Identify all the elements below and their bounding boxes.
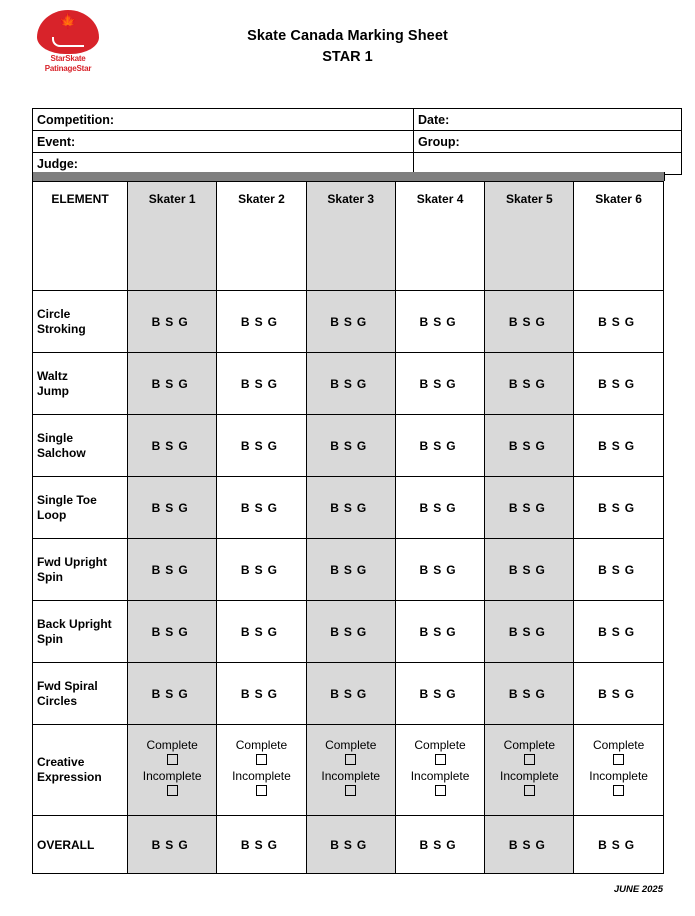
mark-cell-s2-fwd-upright-spin[interactable] xyxy=(217,539,306,601)
mark-cell-s6-waltz-jump[interactable] xyxy=(574,353,663,415)
element-label-line2: Jump xyxy=(37,383,70,398)
creative-cell-s2[interactable] xyxy=(217,725,306,816)
mark-b[interactable]: B xyxy=(508,500,523,515)
option-incomplete-label: Incomplete xyxy=(499,769,559,783)
mark-g[interactable]: G xyxy=(356,314,372,329)
table-row xyxy=(33,415,664,477)
option-complete-label: Complete xyxy=(414,738,466,752)
maple-leaf-icon: 🍁 xyxy=(58,13,78,30)
table-row xyxy=(33,353,664,415)
mark-s[interactable]: S xyxy=(343,686,357,701)
mark-b[interactable]: B xyxy=(330,562,344,577)
mark-b[interactable]: B xyxy=(151,624,166,639)
mark-g[interactable]: G xyxy=(535,624,550,639)
mark-cell-s4-fwd-spiral-circles[interactable] xyxy=(395,663,484,725)
mark-g[interactable]: G xyxy=(178,624,193,639)
mark-cell-s4-overall[interactable] xyxy=(395,816,484,874)
mark-b[interactable]: B xyxy=(598,624,612,639)
mark-s[interactable]: S xyxy=(611,500,625,515)
mark-s[interactable]: S xyxy=(433,438,447,453)
mark-cell-s3-overall[interactable] xyxy=(306,816,395,874)
mark-cell-s2-back-upright-spin[interactable] xyxy=(217,601,306,663)
mark-cell-s5-overall[interactable] xyxy=(485,816,574,874)
mark-cell-s5-back-upright-spin[interactable] xyxy=(485,601,574,663)
mark-s[interactable]: S xyxy=(522,438,536,453)
mark-cell-s2-single-salchow[interactable] xyxy=(217,415,306,477)
checkbox-complete[interactable] xyxy=(435,754,446,765)
page-subtitle: STAR 1 xyxy=(322,49,373,65)
mark-s[interactable]: S xyxy=(343,500,357,515)
mark-cell-s4-single-salchow[interactable] xyxy=(395,415,484,477)
mark-g[interactable]: G xyxy=(624,314,640,329)
option-complete-label: Complete xyxy=(325,738,377,752)
mark-g[interactable]: G xyxy=(267,624,282,639)
mark-g[interactable]: G xyxy=(267,314,282,329)
option-incomplete-label: Incomplete xyxy=(321,769,381,783)
element-label-line1: Single xyxy=(37,430,74,445)
mark-g[interactable]: G xyxy=(356,376,372,391)
mark-s[interactable]: S xyxy=(433,314,447,329)
element-label-line2: Circles xyxy=(37,693,78,708)
mark-s[interactable]: S xyxy=(343,438,357,453)
footer-date: JUNE 2025 xyxy=(613,884,663,895)
option-incomplete-label: Incomplete xyxy=(232,769,291,783)
mark-s[interactable]: S xyxy=(433,686,447,701)
judge-field[interactable]: Judge: xyxy=(33,153,414,175)
table-row xyxy=(33,291,664,353)
mark-s[interactable]: S xyxy=(522,837,536,852)
mark-cell-s1-fwd-upright-spin[interactable] xyxy=(128,539,217,601)
mark-b[interactable]: B xyxy=(419,837,434,852)
creative-cell-s5[interactable] xyxy=(485,725,574,816)
grid-header-row xyxy=(33,182,664,291)
element-label-line1: Waltz xyxy=(37,368,68,383)
mark-b[interactable]: B xyxy=(598,686,612,701)
date-field[interactable]: Date: xyxy=(414,109,682,131)
mark-b[interactable]: B xyxy=(151,314,166,329)
mark-s[interactable]: S xyxy=(611,314,625,329)
mark-b[interactable]: B xyxy=(508,686,523,701)
creative-cell-s1[interactable] xyxy=(128,725,217,816)
mark-cell-s1-waltz-jump[interactable] xyxy=(128,353,217,415)
checkbox-complete[interactable] xyxy=(256,754,267,765)
checkbox-incomplete[interactable] xyxy=(435,785,446,796)
element-label-line2: Stroking xyxy=(37,321,86,336)
mark-cell-s5-circle-stroking[interactable] xyxy=(485,291,574,353)
mark-b[interactable]: B xyxy=(240,837,255,852)
element-label-line2: Spin xyxy=(37,569,63,584)
mark-b[interactable]: B xyxy=(330,837,344,852)
mark-b[interactable]: B xyxy=(240,562,255,577)
element-label-line1: Back Upright xyxy=(37,616,112,631)
mark-s[interactable]: S xyxy=(522,562,536,577)
mark-b[interactable]: B xyxy=(330,438,344,453)
mark-b[interactable]: B xyxy=(419,686,434,701)
header-element: ELEMENT xyxy=(33,182,128,291)
option-incomplete-label: Incomplete xyxy=(142,769,202,783)
mark-cell-s3-circle-stroking[interactable] xyxy=(306,291,395,353)
mark-cell-s1-overall[interactable] xyxy=(128,816,217,874)
mark-s[interactable]: S xyxy=(611,562,625,577)
mark-g[interactable]: G xyxy=(624,624,640,639)
page-title: Skate Canada Marking Sheet xyxy=(247,28,448,44)
mark-b[interactable]: B xyxy=(151,376,166,391)
mark-b[interactable]: B xyxy=(330,624,344,639)
mark-g[interactable]: G xyxy=(624,376,640,391)
mark-g[interactable]: G xyxy=(178,314,193,329)
mark-b[interactable]: B xyxy=(508,438,523,453)
logo-text-patinagestar: PatinageStar xyxy=(44,64,92,73)
mark-b[interactable]: B xyxy=(151,686,166,701)
checkbox-incomplete[interactable] xyxy=(256,785,267,796)
mark-g[interactable]: G xyxy=(178,500,193,515)
mark-b[interactable]: B xyxy=(598,314,612,329)
mark-b[interactable]: B xyxy=(330,686,344,701)
mark-cell-s1-back-upright-spin[interactable] xyxy=(128,601,217,663)
mark-g[interactable]: G xyxy=(446,376,461,391)
mark-b[interactable]: B xyxy=(598,376,612,391)
mark-s[interactable]: S xyxy=(165,624,179,639)
mark-g[interactable]: G xyxy=(267,837,282,852)
mark-s[interactable]: S xyxy=(254,562,268,577)
mark-s[interactable]: S xyxy=(343,376,357,391)
mark-cell-s3-fwd-upright-spin[interactable] xyxy=(306,539,395,601)
mark-b[interactable]: B xyxy=(419,376,434,391)
mark-b[interactable]: B xyxy=(240,376,255,391)
mark-cell-s1-circle-stroking[interactable] xyxy=(128,291,217,353)
title-block xyxy=(0,28,695,65)
mark-b[interactable]: B xyxy=(508,562,523,577)
mark-s[interactable]: S xyxy=(343,837,357,852)
mark-g[interactable]: G xyxy=(356,500,372,515)
mark-g[interactable]: G xyxy=(267,500,282,515)
mark-g[interactable]: G xyxy=(624,438,640,453)
mark-b[interactable]: B xyxy=(330,376,344,391)
checkbox-complete[interactable] xyxy=(167,754,178,765)
creative-cell-s3[interactable] xyxy=(306,725,395,816)
mark-cell-s3-fwd-spiral-circles[interactable] xyxy=(306,663,395,725)
header-skater-2: Skater 2 xyxy=(217,182,306,291)
mark-b[interactable]: B xyxy=(508,624,523,639)
mark-g[interactable]: G xyxy=(267,562,282,577)
checkbox-incomplete[interactable] xyxy=(613,785,624,796)
mark-s[interactable]: S xyxy=(522,624,536,639)
mark-g[interactable]: G xyxy=(535,562,550,577)
table-row xyxy=(33,601,664,663)
mark-cell-s6-fwd-spiral-circles[interactable] xyxy=(574,663,663,725)
element-label-line1: Circle xyxy=(37,306,71,321)
mark-cell-s4-fwd-upright-spin[interactable] xyxy=(395,539,484,601)
mark-cell-s4-waltz-jump[interactable] xyxy=(395,353,484,415)
mark-g[interactable]: G xyxy=(356,624,372,639)
mark-s[interactable]: S xyxy=(433,376,447,391)
mark-cell-s5-single-toe-loop[interactable] xyxy=(485,477,574,539)
creative-cell-s6[interactable] xyxy=(574,725,663,816)
mark-g[interactable]: G xyxy=(535,837,550,852)
mark-g[interactable]: G xyxy=(535,376,550,391)
mark-g[interactable]: G xyxy=(624,500,640,515)
mark-b[interactable]: B xyxy=(240,624,255,639)
mark-g[interactable]: G xyxy=(446,686,461,701)
mark-b[interactable]: B xyxy=(151,837,166,852)
mark-b[interactable]: B xyxy=(598,500,612,515)
element-label-line2: Spin xyxy=(37,631,63,646)
mark-cell-s2-circle-stroking[interactable] xyxy=(217,291,306,353)
element-label-single-salchow xyxy=(33,415,128,477)
mark-s[interactable]: S xyxy=(254,438,268,453)
mark-s[interactable]: S xyxy=(433,624,447,639)
mark-cell-s3-waltz-jump[interactable] xyxy=(306,353,395,415)
header-skater-1: Skater 1 xyxy=(128,182,217,291)
mark-g[interactable]: G xyxy=(178,376,193,391)
mark-g[interactable]: G xyxy=(624,562,640,577)
mark-b[interactable]: B xyxy=(240,686,255,701)
mark-g[interactable]: G xyxy=(267,686,282,701)
page-header xyxy=(0,0,695,98)
mark-g[interactable]: G xyxy=(178,686,193,701)
mark-cell-s6-overall[interactable] xyxy=(574,816,663,874)
mark-s[interactable]: S xyxy=(522,314,536,329)
mark-s[interactable]: S xyxy=(343,562,357,577)
mark-b[interactable]: B xyxy=(151,562,166,577)
mark-g[interactable]: G xyxy=(267,438,282,453)
mark-cell-s1-single-toe-loop[interactable] xyxy=(128,477,217,539)
group-field[interactable]: Group: xyxy=(414,131,682,153)
element-label-circle-stroking xyxy=(33,291,128,353)
mark-g[interactable]: G xyxy=(535,500,550,515)
mark-b[interactable]: B xyxy=(419,562,434,577)
mark-s[interactable]: S xyxy=(165,438,179,453)
element-label-fwd-upright-spin xyxy=(33,539,128,601)
mark-cell-s4-single-toe-loop[interactable] xyxy=(395,477,484,539)
mark-b[interactable]: B xyxy=(330,500,344,515)
mark-g[interactable]: G xyxy=(446,624,461,639)
element-label-line2: Expression xyxy=(37,770,102,784)
mark-s[interactable]: S xyxy=(165,376,179,391)
mark-g[interactable]: G xyxy=(535,314,550,329)
mark-b[interactable]: B xyxy=(419,624,434,639)
overall-label: OVERALL xyxy=(33,816,128,874)
mark-cell-s6-circle-stroking[interactable] xyxy=(574,291,663,353)
table-row-overall xyxy=(33,816,664,874)
mark-g[interactable]: G xyxy=(356,438,372,453)
mark-cell-s1-single-salchow[interactable] xyxy=(128,415,217,477)
element-label-line1: Fwd Spiral xyxy=(37,678,98,693)
info-row-event xyxy=(33,131,682,153)
mark-b[interactable]: B xyxy=(419,500,434,515)
mark-g[interactable]: G xyxy=(446,837,461,852)
mark-s[interactable]: S xyxy=(433,562,447,577)
mark-b[interactable]: B xyxy=(508,837,523,852)
creative-cell-s4[interactable] xyxy=(395,725,484,816)
mark-cell-s3-single-salchow[interactable] xyxy=(306,415,395,477)
mark-b[interactable]: B xyxy=(151,500,166,515)
mark-g[interactable]: G xyxy=(178,562,193,577)
header-skater-3: Skater 3 xyxy=(306,182,395,291)
element-label-line2: Salchow xyxy=(37,445,86,460)
mark-s[interactable]: S xyxy=(254,624,268,639)
mark-s[interactable]: S xyxy=(165,837,179,852)
mark-cell-s4-circle-stroking[interactable] xyxy=(395,291,484,353)
mark-s[interactable]: S xyxy=(611,438,625,453)
mark-g[interactable]: G xyxy=(178,837,193,852)
table-row xyxy=(33,663,664,725)
mark-s[interactable]: S xyxy=(343,314,357,329)
mark-cell-s6-single-salchow[interactable] xyxy=(574,415,663,477)
competition-info-table xyxy=(32,108,682,175)
event-field[interactable]: Event: xyxy=(33,131,414,153)
mark-b[interactable]: B xyxy=(598,562,612,577)
mark-g[interactable]: G xyxy=(446,562,461,577)
mark-s[interactable]: S xyxy=(611,376,625,391)
checkbox-incomplete[interactable] xyxy=(167,785,178,796)
mark-s[interactable]: S xyxy=(522,376,536,391)
mark-cell-s2-fwd-spiral-circles[interactable] xyxy=(217,663,306,725)
mark-b[interactable]: B xyxy=(419,438,434,453)
mark-b[interactable]: B xyxy=(240,500,255,515)
element-label-line1: Fwd Upright xyxy=(37,554,107,569)
mark-g[interactable]: G xyxy=(446,438,461,453)
mark-g[interactable]: G xyxy=(356,837,372,852)
competition-field[interactable]: Competition: xyxy=(33,109,414,131)
mark-g[interactable]: G xyxy=(535,686,550,701)
mark-cell-s6-fwd-upright-spin[interactable] xyxy=(574,539,663,601)
element-label-line1: Single Toe xyxy=(37,492,97,507)
mark-s[interactable]: S xyxy=(433,500,447,515)
checkbox-complete[interactable] xyxy=(345,754,356,765)
element-label-back-upright-spin xyxy=(33,601,128,663)
mark-b[interactable]: B xyxy=(330,314,344,329)
mark-cell-s5-fwd-upright-spin[interactable] xyxy=(485,539,574,601)
mark-s[interactable]: S xyxy=(611,624,625,639)
mark-g[interactable]: G xyxy=(178,438,193,453)
mark-g[interactable]: G xyxy=(624,686,640,701)
mark-cell-s2-waltz-jump[interactable] xyxy=(217,353,306,415)
option-incomplete-label: Incomplete xyxy=(589,769,648,783)
element-label-line2: Loop xyxy=(37,507,67,522)
element-label-fwd-spiral-circles xyxy=(33,663,128,725)
checkbox-complete[interactable] xyxy=(613,754,624,765)
mark-b[interactable]: B xyxy=(598,837,612,852)
mark-s[interactable]: S xyxy=(254,837,268,852)
mark-s[interactable]: S xyxy=(254,376,268,391)
mark-cell-s3-single-toe-loop[interactable] xyxy=(306,477,395,539)
mark-s[interactable]: S xyxy=(165,314,179,329)
table-row xyxy=(33,539,664,601)
mark-s[interactable]: S xyxy=(165,686,179,701)
table-row xyxy=(33,725,664,816)
option-incomplete-label: Incomplete xyxy=(410,769,470,783)
element-label-creative-expression xyxy=(33,725,128,816)
mark-b[interactable]: B xyxy=(508,376,523,391)
mark-s[interactable]: S xyxy=(254,686,268,701)
element-label-single-toe-loop xyxy=(33,477,128,539)
mark-s[interactable]: S xyxy=(254,500,268,515)
table-row xyxy=(33,477,664,539)
option-complete-label: Complete xyxy=(235,738,288,752)
mark-g[interactable]: G xyxy=(446,500,461,515)
mark-cell-s2-single-toe-loop[interactable] xyxy=(217,477,306,539)
mark-g[interactable]: G xyxy=(356,562,372,577)
mark-cell-s3-back-upright-spin[interactable] xyxy=(306,601,395,663)
option-complete-label: Complete xyxy=(503,738,556,752)
mark-cell-s2-overall[interactable] xyxy=(217,816,306,874)
mark-s[interactable]: S xyxy=(165,562,179,577)
mark-g[interactable]: G xyxy=(624,837,640,852)
mark-cell-s5-waltz-jump[interactable] xyxy=(485,353,574,415)
mark-s[interactable]: S xyxy=(343,624,357,639)
checkbox-incomplete[interactable] xyxy=(524,785,535,796)
mark-g[interactable]: G xyxy=(535,438,550,453)
checkbox-incomplete[interactable] xyxy=(345,785,356,796)
mark-cell-s6-single-toe-loop[interactable] xyxy=(574,477,663,539)
mark-cell-s5-single-salchow[interactable] xyxy=(485,415,574,477)
mark-b[interactable]: B xyxy=(419,314,434,329)
mark-b[interactable]: B xyxy=(151,438,166,453)
logo-text-starskate: StarSkate xyxy=(50,54,86,63)
mark-g[interactable]: G xyxy=(267,376,282,391)
mark-s[interactable]: S xyxy=(522,686,536,701)
mark-b[interactable]: B xyxy=(598,438,612,453)
mark-b[interactable]: B xyxy=(240,438,255,453)
mark-cell-s5-fwd-spiral-circles[interactable] xyxy=(485,663,574,725)
mark-b[interactable]: B xyxy=(240,314,255,329)
mark-s[interactable]: S xyxy=(254,314,268,329)
header-skater-4: Skater 4 xyxy=(395,182,484,291)
mark-s[interactable]: S xyxy=(611,686,625,701)
mark-s[interactable]: S xyxy=(611,837,625,852)
mark-g[interactable]: G xyxy=(446,314,461,329)
mark-cell-s1-fwd-spiral-circles[interactable] xyxy=(128,663,217,725)
option-complete-label: Complete xyxy=(146,738,198,752)
section-divider xyxy=(32,172,665,181)
mark-s[interactable]: S xyxy=(522,500,536,515)
info-row-competition xyxy=(33,109,682,131)
checkbox-complete[interactable] xyxy=(524,754,535,765)
mark-cell-s4-back-upright-spin[interactable] xyxy=(395,601,484,663)
mark-s[interactable]: S xyxy=(165,500,179,515)
marking-grid xyxy=(32,181,664,874)
header-skater-6: Skater 6 xyxy=(574,182,663,291)
mark-s[interactable]: S xyxy=(433,837,447,852)
mark-cell-s6-back-upright-spin[interactable] xyxy=(574,601,663,663)
element-label-line1: Creative xyxy=(37,755,85,769)
mark-g[interactable]: G xyxy=(356,686,372,701)
element-label-waltz-jump xyxy=(33,353,128,415)
option-complete-label: Complete xyxy=(592,738,645,752)
mark-b[interactable]: B xyxy=(508,314,523,329)
header-skater-5: Skater 5 xyxy=(485,182,574,291)
